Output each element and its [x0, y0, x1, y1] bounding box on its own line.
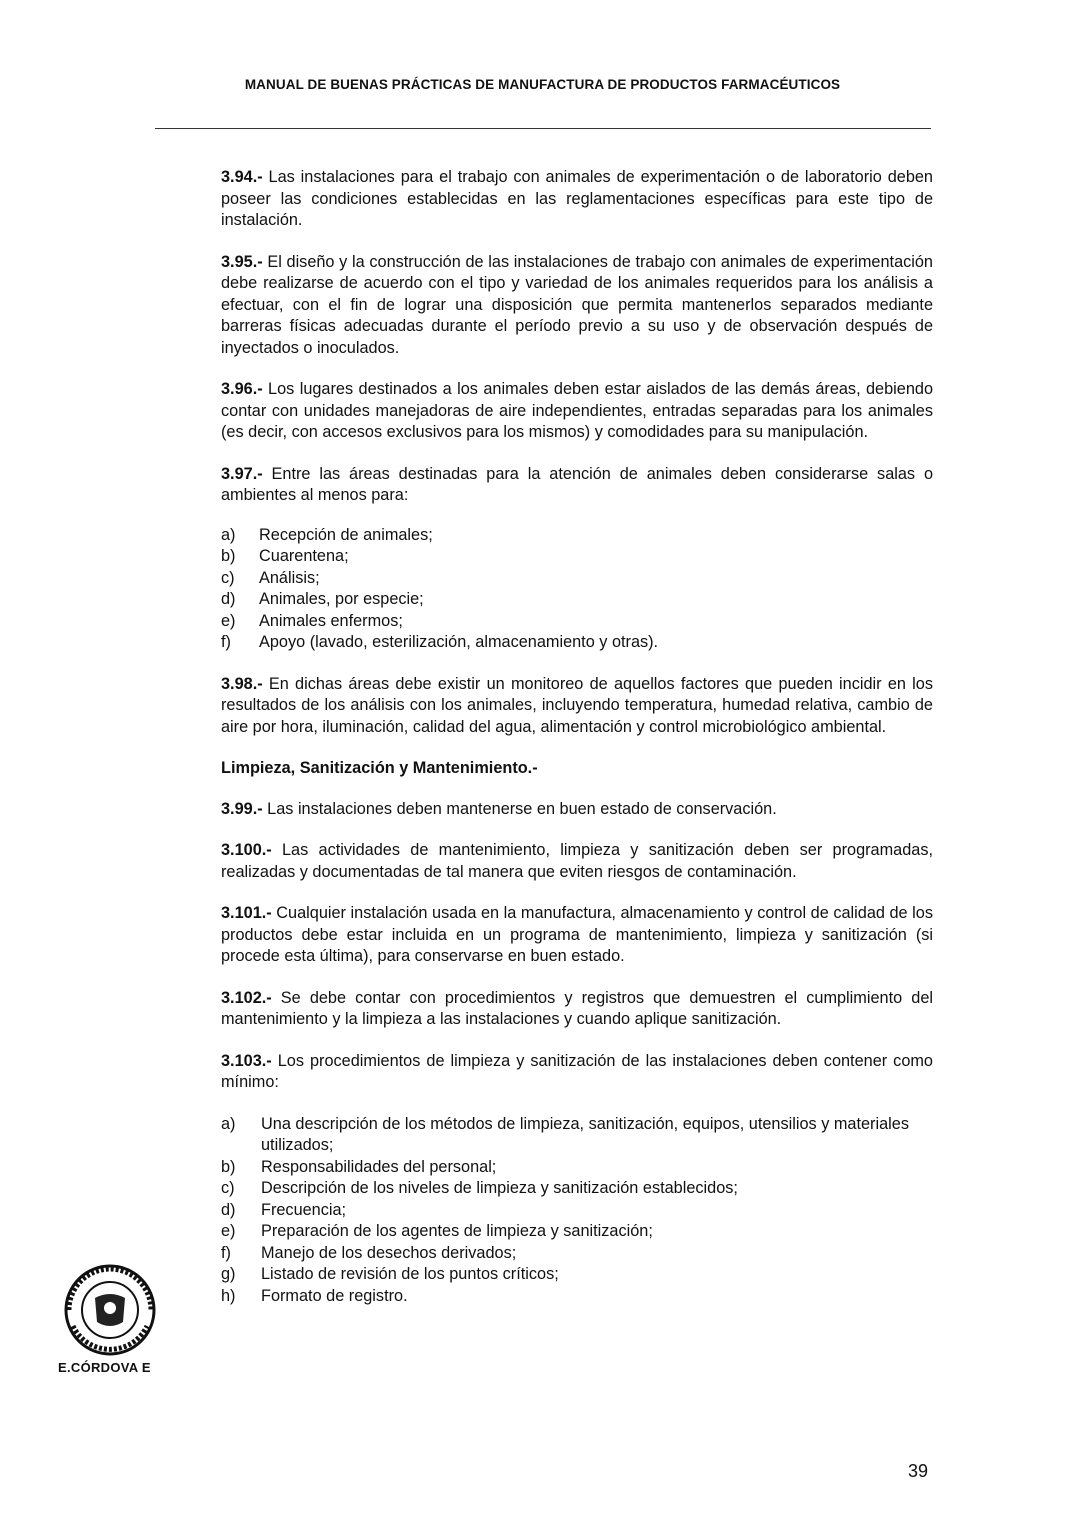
section-3-100 — [221, 840, 933, 883]
section-text: Las instalaciones para el trabajo con animales de experimentación o de laboratorio deben poseer las condiciones establecidas en las reglamentaciones específicas para este tipo de instalación. — [221, 168, 933, 229]
section-3-95 — [221, 252, 933, 360]
list-text: Frecuencia; — [261, 1200, 347, 1219]
list-letter: b) — [221, 547, 236, 565]
list-item — [221, 1114, 933, 1157]
section-3-101 — [221, 903, 933, 968]
section-text: En dichas áreas debe existir un monitoreo de aquellos factores que pueden incidir en los resultados de los análisis con los animales, incluyendo temperatura, humedad relativa, cambio de aire por hora, iluminación, calidad del agua, alimentación y control microbiológico ambiental. — [221, 674, 933, 736]
section-number: 3.98.- — [221, 674, 263, 693]
list-text: Preparación de los agentes de limpieza y sanitización; — [261, 1222, 653, 1240]
section-number: 3.94.- — [221, 168, 263, 186]
section-number: 3.96.- — [221, 380, 263, 398]
list-text: Cuarentena; — [259, 547, 349, 565]
section-3-99 — [221, 799, 933, 821]
list-text: Listado de revisión de los puntos críticos; — [261, 1265, 559, 1283]
list-letter: a) — [221, 525, 236, 544]
section-3-102 — [221, 988, 933, 1031]
section-number: 3.99.- — [221, 799, 263, 818]
section-3-98 — [221, 674, 933, 739]
list-letter: a) — [221, 1114, 236, 1133]
list-letter: h) — [221, 1286, 236, 1305]
section-3-94 — [221, 167, 933, 232]
list-item — [221, 1243, 933, 1265]
list-letter: c) — [221, 1179, 235, 1197]
section-text: Los procedimientos de limpieza y sanitización de las instalaciones deben contener como mínimo: — [221, 1051, 933, 1091]
list-item — [221, 1178, 933, 1200]
list-letter: e) — [221, 611, 236, 630]
section-3-97 — [221, 464, 933, 507]
list-animal-areas — [221, 525, 933, 654]
header-rule — [155, 128, 931, 129]
list-item — [221, 632, 933, 654]
section-text: Se debe contar con procedimientos y registros que demuestren el cumplimiento del mantenimiento y la limpieza a las instalaciones y cuando aplique sanitización. — [221, 988, 933, 1028]
list-text: Apoyo (lavado, esterilización, almacenamiento y otras). — [259, 633, 659, 651]
list-text: Una descripción de los métodos de limpieza, sanitización, equipos, utensilios y materiales utilizados; — [261, 1114, 909, 1154]
list-item — [221, 525, 933, 547]
official-seal-icon — [55, 1260, 165, 1360]
section-number: 3.100.- — [221, 841, 272, 859]
list-item — [221, 1264, 933, 1286]
list-item — [221, 1286, 933, 1308]
section-number: 3.101.- — [221, 904, 272, 922]
list-letter: g) — [221, 1265, 236, 1283]
list-letter: f) — [221, 633, 231, 651]
list-item — [221, 589, 933, 611]
list-letter: f) — [221, 1243, 231, 1262]
list-letter: b) — [221, 1157, 236, 1176]
list-letter: d) — [221, 590, 236, 608]
section-3-96 — [221, 379, 933, 444]
section-text: Las instalaciones deben mantenerse en buen estado de conservación. — [262, 799, 777, 818]
list-text: Manejo de los desechos derivados; — [261, 1243, 517, 1262]
section-text: Las actividades de mantenimiento, limpieza y sanitización deben ser programadas, realizadas y documentadas de tal manera que eviten riesgos de contaminación. — [221, 841, 933, 881]
list-text: Responsabilidades del personal; — [261, 1157, 497, 1176]
section-number: 3.95.- — [221, 252, 263, 271]
list-text: Descripción de los niveles de limpieza y sanitización establecidos; — [261, 1179, 738, 1197]
list-item — [221, 568, 933, 590]
list-letter: c) — [221, 568, 235, 587]
section-heading: Limpieza, Sanitización y Mantenimiento.- — [221, 759, 538, 777]
list-text: Animales enfermos; — [259, 611, 403, 630]
running-header: MANUAL DE BUENAS PRÁCTICAS DE MANUFACTURA DE PRODUCTOS FARMACÉUTICOS — [244, 77, 841, 92]
section-number: 3.102.- — [221, 988, 272, 1007]
list-text: Formato de registro. — [261, 1286, 408, 1305]
list-text: Recepción de animales; — [259, 525, 433, 544]
list-letter: e) — [221, 1222, 236, 1240]
section-text: Entre las áreas destinadas para la atención de animales deben considerarse salas o ambientes al menos para: — [221, 464, 933, 504]
signature-name: E.CÓRDOVA E — [58, 1360, 151, 1375]
section-text: Los lugares destinados a los animales deben estar aislados de las demás áreas, debiendo contar con unidades manejadoras de aire independientes, entradas separadas para los animales (es decir, con accesos exclusivos para los mismos) y comodidades para su manipulación. — [221, 380, 933, 441]
section-number: 3.97.- — [221, 464, 263, 483]
document-body — [221, 167, 933, 1327]
section-text: El diseño y la construcción de las instalaciones de trabajo con animales de experimentación debe realizarse de acuerdo con el tipo y variedad de los animales requeridos para los análisis a efectuar, con el fin de lograr una disposición que permita mantenerlos separados mediante barreras físicas adecuadas durante el período previo a su uso y de observación después de inyectados o inoculados. — [221, 252, 933, 357]
section-3-103 — [221, 1051, 933, 1094]
list-item — [221, 1221, 933, 1243]
list-item — [221, 1157, 933, 1179]
page-number: 39 — [908, 1461, 929, 1481]
list-text: Análisis; — [259, 568, 320, 587]
list-item — [221, 1200, 933, 1222]
list-letter: d) — [221, 1200, 236, 1219]
section-number: 3.103.- — [221, 1051, 272, 1070]
list-item — [221, 611, 933, 633]
list-cleaning-procedures — [221, 1114, 933, 1308]
list-item — [221, 546, 933, 568]
section-text: Cualquier instalación usada en la manufactura, almacenamiento y control de calidad de los productos debe estar incluida en un programa de mantenimiento, limpieza y sanitización (si procede esta última), para conservarse en buen estado. — [221, 904, 933, 965]
list-text: Animales, por especie; — [259, 590, 424, 608]
